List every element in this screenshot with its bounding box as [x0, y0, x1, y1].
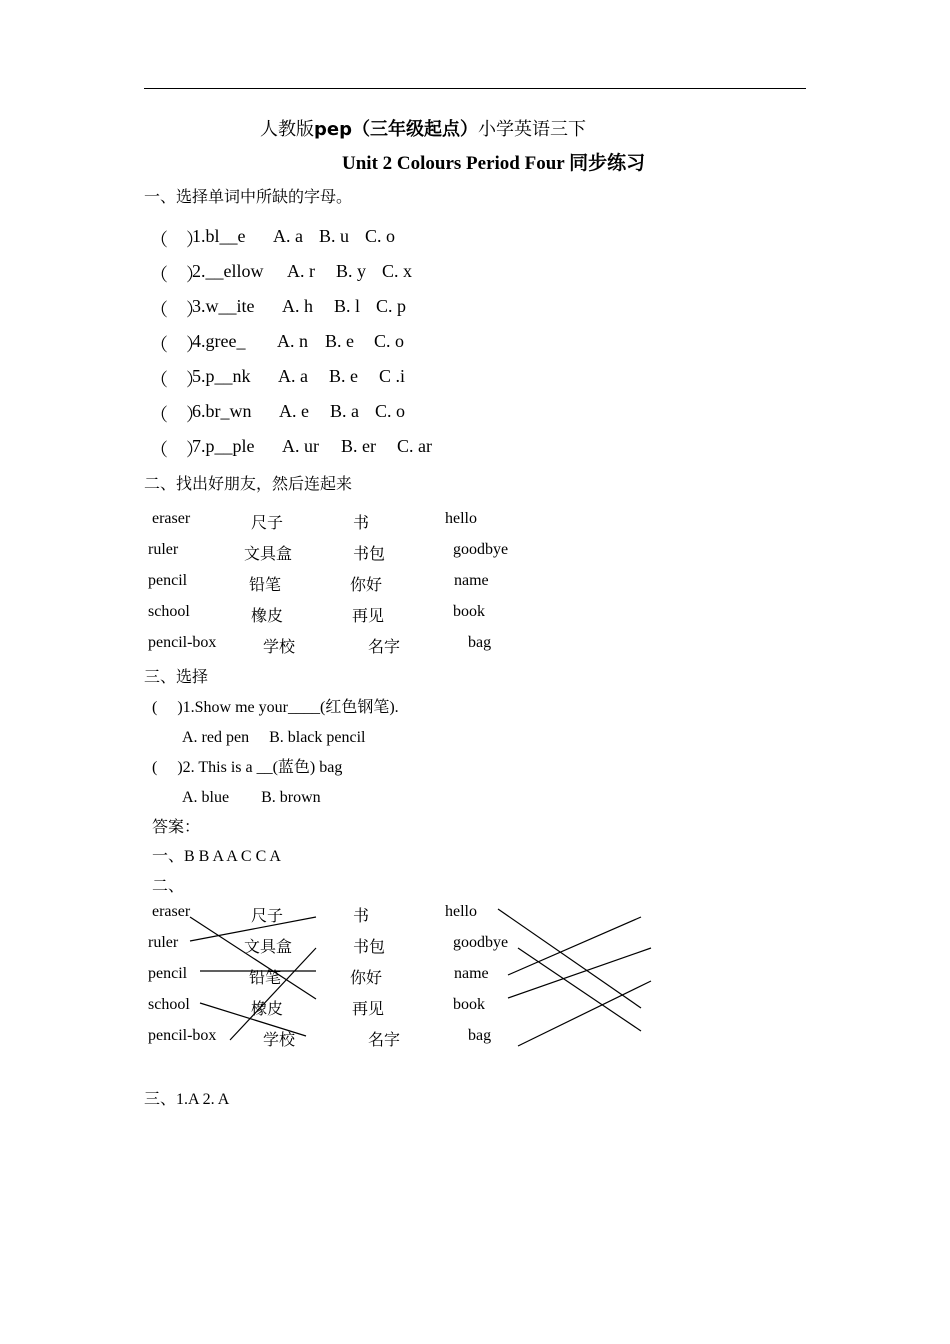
option-b: B. l [334, 296, 361, 316]
option-b: B. e [329, 366, 358, 386]
match-en2: bag [468, 1027, 492, 1044]
option-c: C. o [365, 226, 396, 246]
match-cn2: 再见 [352, 608, 385, 625]
answer-section3: 三、1.A 2. A [144, 1091, 230, 1108]
match-cn: 铅笔 [249, 970, 282, 987]
page-title: 人教版pep（三年级起点）小学英语三下 [260, 119, 586, 140]
match-cn2: 书 [353, 515, 370, 532]
match-en2: bag [468, 634, 492, 651]
match-cn2: 名字 [368, 1032, 401, 1049]
question-paren: （ ） [150, 440, 204, 460]
match-en2: name [454, 572, 489, 589]
option-a: A. n [277, 331, 308, 351]
match-en2: hello [445, 510, 477, 527]
option-a: A. h [282, 296, 313, 316]
page-subtitle: Unit 2 Colours Period Four 同步练习 [342, 153, 646, 174]
match-cn: 学校 [263, 1032, 296, 1049]
option-a: A. a [278, 366, 308, 386]
match-cn: 文具盒 [244, 939, 293, 956]
question-paren: （ ） [150, 335, 204, 355]
connector-line [508, 917, 641, 975]
choice-options-1: A. red pen B. black pencil [182, 729, 366, 746]
option-a: A. r [287, 261, 315, 281]
choice-question-1: ( )1.Show me your____(红色钢笔). [152, 699, 399, 716]
match-cn2: 名字 [368, 639, 401, 656]
match-cn: 橡皮 [251, 608, 284, 625]
question-item: 7.p__ple [192, 436, 255, 456]
match-cn2: 你好 [350, 577, 383, 594]
option-b: B. a [330, 401, 359, 421]
match-cn: 橡皮 [251, 1001, 284, 1018]
match-cn2: 你好 [350, 970, 383, 987]
option-c: C .i [379, 366, 406, 386]
match-en2: book [453, 996, 485, 1013]
match-en2: name [454, 965, 489, 982]
match-cn: 铅笔 [249, 577, 282, 594]
option-b: B. e [325, 331, 354, 351]
choice-question-2: ( )2. This is a __(蓝色) bag [152, 759, 343, 776]
match-en: pencil [148, 572, 188, 589]
match-en2: hello [445, 903, 477, 920]
match-cn2: 书 [353, 908, 370, 925]
match-en: ruler [148, 934, 179, 951]
section3-heading: 三、选择 [144, 669, 209, 686]
question-item: 1.bl__e [192, 226, 246, 246]
option-a: A. ur [282, 436, 319, 456]
match-cn: 学校 [263, 639, 296, 656]
option-c: C. o [375, 401, 406, 421]
match-cn: 尺子 [251, 515, 284, 532]
match-cn: 文具盒 [244, 546, 293, 563]
connector-line [518, 948, 641, 1031]
match-cn2: 书包 [353, 546, 386, 563]
question-item: 6.br_wn [192, 401, 252, 421]
question-item: 5.p__nk [192, 366, 251, 386]
match-en: eraser [152, 510, 191, 527]
option-a: A. a [273, 226, 303, 246]
choice-options-2: A. blue B. brown [182, 789, 321, 806]
match-en: ruler [148, 541, 179, 558]
match-en: pencil-box [148, 1027, 217, 1044]
match-en: pencil [148, 965, 188, 982]
option-b: B. u [319, 226, 350, 246]
answers-heading: 答案： [152, 819, 201, 836]
connector-line [518, 981, 651, 1046]
section1-heading: 一、选择单词中所缺的字母。 [144, 189, 353, 206]
match-en: school [148, 603, 190, 620]
match-cn2: 再见 [352, 1001, 385, 1018]
question-paren: （ ） [150, 405, 204, 425]
question-item: 3.w__ite [192, 296, 255, 316]
question-paren: （ ） [150, 370, 204, 390]
match-cn2: 书包 [353, 939, 386, 956]
answer-section1: 一、B B A A C C A [152, 848, 281, 865]
option-b: B. er [341, 436, 376, 456]
option-c: C. ar [397, 436, 432, 456]
match-cn: 尺子 [251, 908, 284, 925]
option-c: C. p [376, 296, 407, 316]
question-paren: （ ） [150, 230, 204, 250]
question-paren: （ ） [150, 265, 204, 285]
match-en: school [148, 996, 190, 1013]
answer-section2-label: 二、 [152, 878, 185, 895]
question-paren: （ ） [150, 300, 204, 320]
question-item: 2.__ellow [192, 261, 264, 281]
match-en2: goodbye [453, 934, 509, 951]
option-c: C. o [374, 331, 405, 351]
section2-heading: 二、找出好朋友，然后连起来 [144, 476, 353, 493]
question-item: 4.gree_ [192, 331, 246, 351]
match-en: pencil-box [148, 634, 217, 651]
match-en2: book [453, 603, 485, 620]
option-b: B. y [336, 261, 367, 281]
option-a: A. e [279, 401, 309, 421]
match-en2: goodbye [453, 541, 509, 558]
match-en: eraser [152, 903, 191, 920]
option-c: C. x [382, 261, 413, 281]
connector-line [200, 1003, 306, 1036]
